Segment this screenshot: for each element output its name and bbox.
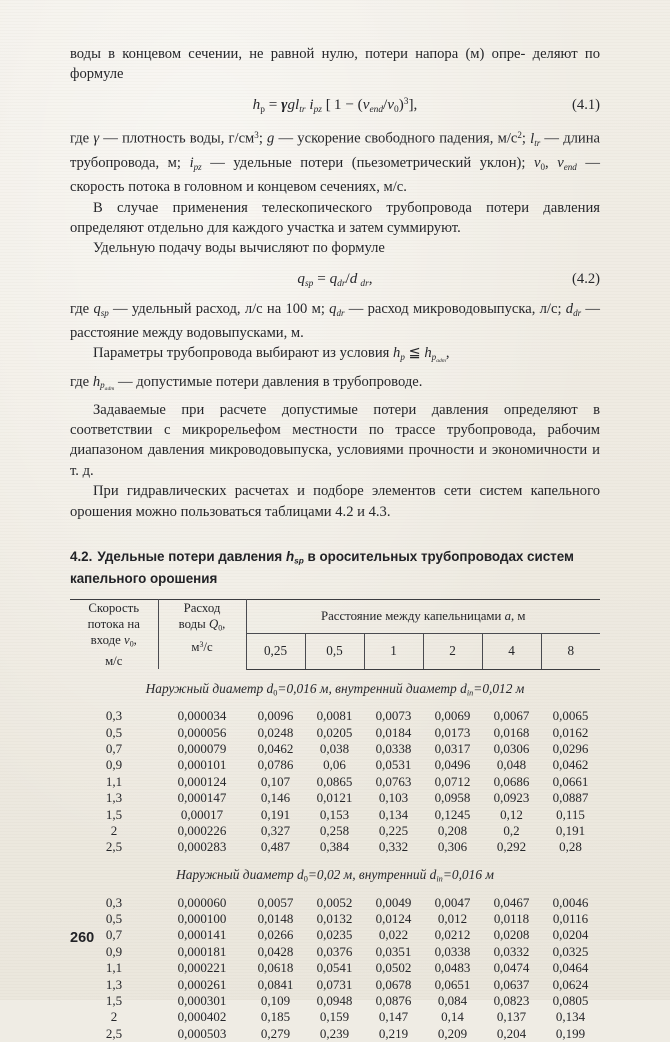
where-1-text-c: — длина трубопровода, м; (70, 130, 601, 171)
cell-a2: 0,012 (437, 910, 468, 926)
table-header (70, 599, 600, 669)
block-1-title-a: Наружный диаметр (145, 680, 264, 696)
cell-velocity: 1,1 (105, 773, 123, 789)
formula-4-1-expression: $h_р = \gamma gl_{tr}$ $i_{pz}$ [ $1 - (v_{end}/v_0)^3$], (252, 95, 418, 115)
cell-flow: 0,000503 (177, 1025, 227, 1041)
intro-paragraph (70, 44, 600, 85)
cell-a4: 0,048 (496, 757, 527, 773)
cell-a2: 0,0651 (434, 976, 471, 992)
cell-a2: 0,0338 (434, 943, 471, 959)
cell-a4: 0,0637 (493, 976, 530, 992)
cell-velocity: 1,5 (105, 992, 123, 1008)
cell-flow: 0,000181 (177, 943, 227, 959)
cell-a1: 0,0502 (375, 960, 412, 976)
cell-a2: 0,0069 (434, 708, 471, 724)
table-caption-line2: капельного орошения (70, 571, 218, 587)
cell-a1: 0,0124 (375, 910, 412, 926)
table-body-block-1 (70, 669, 600, 856)
cell-a025: 0,0266 (257, 927, 294, 943)
cell-a4: 0,0306 (493, 741, 530, 757)
where-2-text-c: — расстояние между водовыпусками, м. (70, 300, 600, 342)
cell-flow: 0,000226 (177, 823, 227, 839)
cell-a1: 0,0678 (375, 976, 412, 992)
cell-a05: 0,06 (323, 757, 346, 773)
cell-a1: 0,332 (378, 839, 409, 855)
cell-a05: 0,038 (319, 741, 350, 757)
cell-a05: 0,239 (319, 1025, 350, 1041)
table-row (70, 993, 600, 1009)
cell-a4: 0,0168 (493, 724, 530, 740)
cell-a1: 0,225 (378, 823, 409, 839)
where-1-lead: где (70, 130, 90, 147)
cell-a8: 0,0065 (552, 708, 589, 724)
cell-a4: 0,0474 (493, 960, 530, 976)
cell-a4: 0,204 (496, 1025, 527, 1041)
cell-flow: 0,000402 (177, 1009, 227, 1025)
header-spacing-0-25: 0,25 (246, 633, 305, 669)
cell-flow: 0,000124 (177, 773, 227, 789)
header-inlet-velocity: Скорость потока на входе $v_0$, м/с (70, 599, 158, 669)
cell-velocity: 2 (110, 1009, 118, 1025)
cell-a025: 0,0148 (257, 910, 294, 926)
cell-a05: 0,0081 (316, 708, 353, 724)
where-2-text-b: — расход микроводовыпуска, л/с; (344, 300, 562, 317)
cell-a4: 0,0923 (493, 790, 530, 806)
cell-a8: 0,0116 (552, 910, 589, 926)
cell-flow: 0,000261 (177, 976, 227, 992)
table-row (70, 705, 600, 724)
cell-a025: 0,0248 (257, 724, 294, 740)
header-inlet-velocity-l1: Скорость (88, 600, 140, 615)
cell-a8: 0,0624 (552, 976, 589, 992)
cell-flow: 0,000147 (177, 790, 227, 806)
table-row (70, 1026, 600, 1042)
cell-a2: 0,14 (441, 1009, 464, 1025)
header-spacing-8: 8 (541, 633, 600, 669)
table-row (70, 944, 600, 960)
cell-a025: 0,487 (260, 839, 291, 855)
cell-a025: 0,279 (260, 1025, 291, 1041)
cell-a1: 0,147 (378, 1009, 409, 1025)
cell-a05: 0,0948 (316, 992, 353, 1008)
cell-a1: 0,0531 (375, 757, 412, 773)
intro-line-1: воды в концевом сечении, не равной нулю, потери напора (м) опре- (70, 46, 526, 62)
table-row (70, 757, 600, 773)
table-body-block-2 (70, 856, 600, 1042)
cell-a8: 0,0325 (552, 943, 589, 959)
table-caption-number: 4.2. (70, 549, 93, 565)
block-1-title-row (70, 669, 600, 705)
where-1-text-d: — удельные потери (пьезометрический уклон); (201, 154, 526, 171)
cell-velocity: 0,9 (105, 943, 123, 959)
table-caption-line1-a: Удельные потери давления (97, 549, 283, 565)
equation-number-4-2: (4.2) (572, 270, 600, 287)
cell-a4: 0,0332 (493, 943, 530, 959)
where-1-text-a: — плотность воды, г/см (99, 130, 255, 147)
header-emitter-spacing-spanner: Расстояние между капельницами a, м (246, 599, 600, 633)
cell-a025: 0,327 (260, 823, 291, 839)
cell-a2: 0,208 (437, 823, 468, 839)
cell-velocity: 1,1 (105, 960, 123, 976)
cell-a05: 0,0731 (316, 976, 353, 992)
cell-a025: 0,0618 (257, 960, 294, 976)
header-inlet-velocity-l3: входе (90, 633, 121, 648)
where-block-1: где γ — плотность воды, $г/см^3$; g — ускорение свободного падения, $м/с^2$; $l_{tr}$ — длина трубопровода, м; $i_{pz}$ — удельные потери (пьезометрический уклон); $v_0$, $v_{end}$ — скорость потока в головном и концевом сечениях, м/с. (70, 129, 601, 196)
cell-a1: 0,219 (378, 1025, 409, 1041)
cell-a1: 0,0049 (375, 894, 412, 910)
cell-a8: 0,0204 (552, 927, 589, 943)
cell-a1: 0,0184 (375, 724, 412, 740)
cell-a8: 0,115 (556, 806, 585, 822)
paragraph-telescopic: В случае применения телескопического трубопровода потери давления определяют отдельно для каждого участка и затем суммируют. (70, 199, 600, 236)
cell-a8: 0,191 (555, 823, 586, 839)
cell-a4: 0,0823 (493, 992, 530, 1008)
cell-a1: 0,0763 (375, 773, 412, 789)
cell-a025: 0,0096 (257, 708, 294, 724)
cell-a2: 0,209 (437, 1025, 468, 1041)
header-water-flow-l3: м (191, 639, 200, 654)
header-inlet-velocity-l2: потока на (87, 616, 140, 631)
header-spacing-1: 1 (364, 633, 423, 669)
table-row (70, 927, 600, 943)
table-row (70, 774, 600, 790)
formula-4-1 (70, 96, 600, 115)
paragraph-admissible-losses: Задаваемые при расчете допустимые потери давления определяют в соответствии с микрорельефом местности по трассе трубопровода, рабочим диапазоном давления микроводовыпуска, условиями прочности и экономичности и т. д. (70, 401, 600, 479)
cell-a4: 0,0686 (493, 773, 530, 789)
block-1-title: Наружный диаметр $d_0=0,016$ м, внутренний диаметр $d_{in}=0,012$ м (145, 680, 525, 698)
cell-flow: 0,000101 (177, 757, 227, 773)
cell-flow: 0,000141 (177, 927, 227, 943)
cell-a05: 0,0541 (316, 960, 353, 976)
table-row (70, 911, 600, 927)
cell-flow: 0,000100 (177, 910, 227, 926)
cell-a025: 0,191 (260, 806, 291, 822)
cell-velocity: 2,5 (105, 839, 123, 855)
cell-a05: 0,0052 (316, 894, 353, 910)
cell-a4: 0,0467 (493, 894, 530, 910)
cell-a8: 0,199 (555, 1025, 586, 1041)
header-emitter-spacing-text: Расстояние между капельницами (321, 608, 502, 623)
cell-velocity: 0,5 (105, 724, 123, 740)
cell-velocity: 2 (110, 823, 118, 839)
cell-a1: 0,0876 (375, 992, 412, 1008)
cell-a2: 0,1245 (434, 806, 471, 822)
where-3-lead: где (70, 373, 90, 390)
equation-number-4-1: (4.1) (572, 96, 600, 113)
cell-a4: 0,0067 (493, 708, 530, 724)
cell-a8: 0,0296 (552, 741, 589, 757)
cell-a1: 0,0351 (375, 943, 412, 959)
header-spacing-4: 4 (482, 633, 541, 669)
cell-velocity: 0,7 (105, 927, 123, 943)
cell-a1: 0,0338 (375, 741, 412, 757)
cell-flow: 0,000301 (177, 992, 227, 1008)
cell-velocity: 1,3 (105, 790, 123, 806)
block-2-title-b: =0,02 м, внутренний (307, 866, 427, 882)
where-1-text-b: — ускорение свободного падения, м/с (274, 130, 518, 147)
table-row (70, 1009, 600, 1025)
cell-a8: 0,0462 (552, 757, 589, 773)
table-row (70, 741, 600, 757)
page-content (70, 44, 600, 1042)
table-row (70, 807, 600, 823)
cell-a2: 0,306 (437, 839, 468, 855)
where-1-text-e: — скорость потока в головном и концевом сечениях, м/с. (70, 154, 600, 196)
cell-a8: 0,0162 (552, 724, 589, 740)
cell-velocity: 1,3 (105, 976, 123, 992)
cell-a1: 0,0073 (375, 708, 412, 724)
table-row (70, 823, 600, 839)
cell-velocity: 0,9 (105, 757, 123, 773)
cell-flow: 0,000283 (177, 839, 227, 855)
header-water-flow: Расход воды $Q_0$, $м^3/с$ (158, 599, 246, 669)
cell-a2: 0,0047 (434, 894, 471, 910)
cell-a4: 0,292 (496, 839, 527, 855)
pressure-loss-table (70, 599, 600, 1042)
cell-flow: 0,00017 (180, 806, 224, 822)
cell-a2: 0,0958 (434, 790, 471, 806)
where-2-lead: где (70, 300, 90, 317)
cell-a2: 0,0212 (434, 927, 471, 943)
cell-a2: 0,0317 (434, 741, 471, 757)
cell-a1: 0,134 (378, 806, 409, 822)
cell-a8: 0,28 (559, 839, 582, 855)
cell-flow: 0,000079 (177, 741, 227, 757)
cell-a025: 0,185 (260, 1009, 291, 1025)
table-header-row-1 (70, 599, 600, 633)
cell-velocity: 0,3 (105, 708, 123, 724)
where-block-2: где $q_{sp}$ — удельный расход, л/с на 100 м; $q_{dr}$ — расход микроводовыпуска, л/с; $d_{dr}$ — расстояние между водовыпусками, м. (70, 300, 600, 342)
cell-flow: 0,000221 (177, 960, 227, 976)
cell-a8: 0,0805 (552, 992, 589, 1008)
table-row (70, 839, 600, 855)
header-water-flow-l4: /с (203, 639, 213, 654)
table-row (70, 790, 600, 806)
paragraph-specific-supply: Удельную подачу воды вычисляют по формуле (93, 240, 385, 257)
cell-a05: 0,159 (319, 1009, 350, 1025)
block-2-title-row (70, 856, 600, 892)
paragraph-pipeline-params: Параметры трубопровода выбирают из условия $h_p$ ≦ $h_{p_{adm}}$, (93, 345, 450, 365)
cell-a025: 0,146 (260, 790, 291, 806)
block-2-title: Наружный диаметр $d_0=0,02$ м, внутренний $d_{in}=0,016$ м (176, 866, 494, 884)
cell-a05: 0,0132 (316, 910, 353, 926)
where-2-text-a: — удельный расход, л/с на 100 м; (108, 300, 325, 317)
cell-a1: 0,103 (378, 790, 409, 806)
cell-a4: 0,137 (496, 1009, 527, 1025)
cell-a4: 0,0208 (493, 927, 530, 943)
paragraph-hydraulic-calc: При гидравлических расчетах и подборе элементов сети систем капельного орошения можно пользоваться таблицами 4.2 и 4.3. (70, 483, 600, 520)
cell-a4: 0,2 (503, 823, 520, 839)
cell-a8: 0,0887 (552, 790, 589, 806)
cell-a2: 0,0712 (434, 773, 471, 789)
page-number: 260 (70, 930, 95, 946)
cell-a05: 0,0865 (316, 773, 353, 789)
cell-velocity: 0,3 (105, 894, 123, 910)
block-1-title-b: =0,016 м, внутренний диаметр (277, 680, 457, 696)
header-inlet-velocity-l4: м/с (105, 653, 123, 668)
cell-velocity: 0,7 (105, 741, 123, 757)
cell-a2: 0,0173 (434, 724, 471, 740)
cell-a025: 0,0841 (257, 976, 294, 992)
paragraph-pipeline-params-text: Параметры трубопровода выбирают из условия (93, 345, 390, 362)
where-3-text-a: — допустимые потери давления в трубопроводе. (114, 373, 423, 390)
cell-a05: 0,153 (319, 806, 350, 822)
header-emitter-spacing-unit: , м (511, 608, 526, 623)
cell-a8: 0,0661 (552, 773, 589, 789)
table-row (70, 960, 600, 976)
cell-a05: 0,258 (319, 823, 350, 839)
cell-a025: 0,107 (260, 773, 291, 789)
table-row (70, 725, 600, 741)
cell-a2: 0,0483 (434, 960, 471, 976)
cell-a025: 0,0057 (257, 894, 294, 910)
cell-a8: 0,134 (555, 1009, 586, 1025)
cell-velocity: 1,5 (105, 806, 123, 822)
cell-a025: 0,0428 (257, 943, 294, 959)
cell-a4: 0,0118 (493, 910, 530, 926)
where-block-3: где $h_{p_{adm}}$ — допустимые потери давления в трубопроводе. (70, 373, 423, 393)
table-row (70, 892, 600, 911)
cell-a2: 0,0496 (434, 757, 471, 773)
cell-velocity: 2,5 (105, 1025, 123, 1041)
intro-line-2: деляют по формуле (70, 46, 600, 83)
header-water-flow-l1: Расход (183, 600, 221, 615)
header-spacing-0-5: 0,5 (305, 633, 364, 669)
table-caption: 4.2. Удельные потери давления $h_{sp}$ в оросительных трубопроводах систем капельного орошения (70, 549, 574, 587)
header-spacing-2: 2 (423, 633, 482, 669)
formula-4-2-expression: $q_{sp} = q_{dr}/d$ $_{dr}$, (297, 269, 373, 289)
cell-a05: 0,0121 (316, 790, 353, 806)
cell-a05: 0,0235 (316, 927, 353, 943)
cell-a4: 0,12 (500, 806, 523, 822)
cell-a05: 0,0376 (316, 943, 353, 959)
cell-velocity: 0,5 (105, 910, 123, 926)
cell-a8: 0,0046 (552, 894, 589, 910)
cell-a05: 0,0205 (316, 724, 353, 740)
cell-a025: 0,0462 (257, 741, 294, 757)
block-2-title-c: =0,016 м (442, 866, 494, 882)
cell-flow: 0,000056 (177, 724, 227, 740)
cell-a025: 0,109 (260, 992, 291, 1008)
cell-a2: 0,084 (437, 992, 468, 1008)
cell-a8: 0,0464 (552, 960, 589, 976)
block-1-title-c: =0,012 м (473, 680, 525, 696)
cell-a025: 0,0786 (257, 757, 294, 773)
table-row (70, 977, 600, 993)
cell-flow: 0,000060 (177, 894, 227, 910)
formula-4-2 (70, 270, 600, 289)
cell-a05: 0,384 (319, 839, 350, 855)
table-caption-line1-b: в оросительных трубопроводах систем (307, 549, 574, 565)
block-2-title-a: Наружный диаметр (176, 866, 294, 882)
header-water-flow-l2: воды (178, 616, 206, 631)
cell-a1: 0,022 (378, 927, 409, 943)
cell-flow: 0,000034 (177, 708, 227, 724)
